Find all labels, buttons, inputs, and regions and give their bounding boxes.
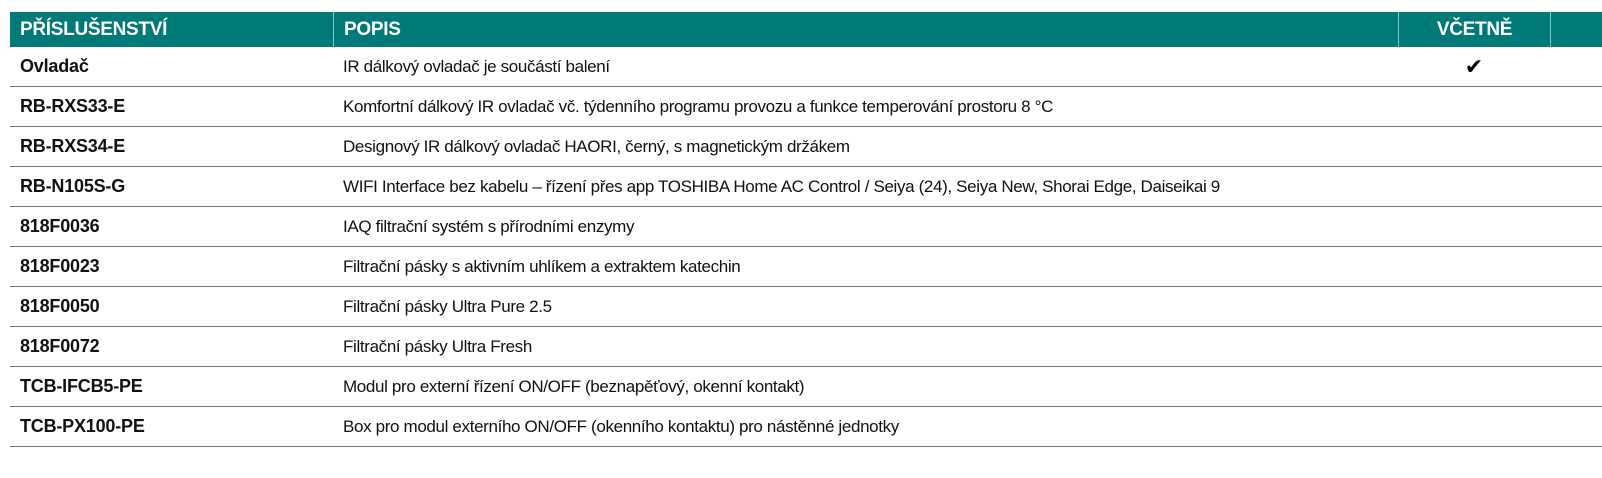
accessory-code: 818F0050: [20, 296, 100, 316]
accessory-description: Komfortní dálkový IR ovladač vč. týdenního programu provozu a funkce temperování prostoru 8 °C: [343, 96, 1053, 116]
accessory-description: Filtrační pásky Ultra Fresh: [343, 336, 532, 356]
table-row: [10, 47, 1602, 87]
accessories-table: [10, 12, 1602, 447]
accessory-description: Box pro modul externího ON/OFF (okenního kontaktu) pro nástěnné jednotky: [343, 416, 899, 436]
table-row: [10, 367, 1602, 407]
accessory-description: Filtrační pásky s aktivním uhlíkem a extraktem katechin: [343, 256, 741, 276]
included-cell: [1398, 87, 1550, 126]
table-header: [10, 12, 1602, 47]
accessory-description: IR dálkový ovladač je součástí balení: [343, 56, 610, 76]
accessory-code: 818F0023: [20, 256, 100, 276]
table-row: [10, 87, 1602, 127]
header-accessory: PŘÍSLUŠENSTVÍ: [20, 18, 168, 40]
table-row: [10, 167, 1602, 207]
extra-cell: [1550, 327, 1602, 366]
included-cell: [1398, 247, 1550, 286]
header-description: POPIS: [333, 12, 1398, 47]
table-row: [10, 327, 1602, 367]
extra-cell: [1550, 207, 1602, 246]
included-cell: [1398, 127, 1550, 166]
accessory-description: IAQ filtrační systém s přírodními enzymy: [343, 216, 635, 236]
included-cell: [1398, 407, 1550, 446]
extra-cell: [1550, 87, 1602, 126]
extra-cell: [1550, 47, 1602, 86]
accessory-code: 818F0036: [20, 216, 100, 236]
accessory-description: WIFI Interface bez kabelu – řízení přes app TOSHIBA Home AC Control / Seiya (24), Seiya New, Shorai Edge, Daiseikai 9: [343, 176, 1220, 196]
included-cell: [1398, 167, 1550, 206]
included-cell: [1398, 327, 1550, 366]
extra-cell: [1550, 287, 1602, 326]
accessory-code: RB-RXS34-E: [20, 136, 126, 156]
accessory-code: RB-RXS33-E: [20, 96, 126, 116]
extra-cell: [1550, 367, 1602, 406]
included-cell: [1398, 287, 1550, 326]
accessory-code: 818F0072: [20, 336, 100, 356]
accessory-code: RB-N105S-G: [20, 176, 126, 196]
accessory-description: Modul pro externí řízení ON/OFF (beznapěťový, okenní kontakt): [343, 376, 805, 396]
table-row: [10, 207, 1602, 247]
table-row: [10, 247, 1602, 287]
table-row: [10, 287, 1602, 327]
header-extra: [1550, 12, 1602, 47]
accessory-code: TCB-PX100-PE: [20, 416, 145, 436]
included-cell: [1398, 367, 1550, 406]
extra-cell: [1550, 167, 1602, 206]
accessory-description: Filtrační pásky Ultra Pure 2.5: [343, 296, 552, 316]
table-row: [10, 127, 1602, 167]
table-row: [10, 407, 1602, 447]
included-check-icon: ✔: [1464, 53, 1484, 79]
accessory-code: Ovladač: [20, 56, 89, 76]
accessory-description: Designový IR dálkový ovladač HAORI, černý, s magnetickým držákem: [343, 136, 850, 156]
extra-cell: [1550, 407, 1602, 446]
extra-cell: [1550, 247, 1602, 286]
header-included: VČETNĚ: [1398, 12, 1550, 47]
accessory-code: TCB-IFCB5-PE: [20, 376, 143, 396]
extra-cell: [1550, 127, 1602, 166]
included-cell: [1398, 207, 1550, 246]
